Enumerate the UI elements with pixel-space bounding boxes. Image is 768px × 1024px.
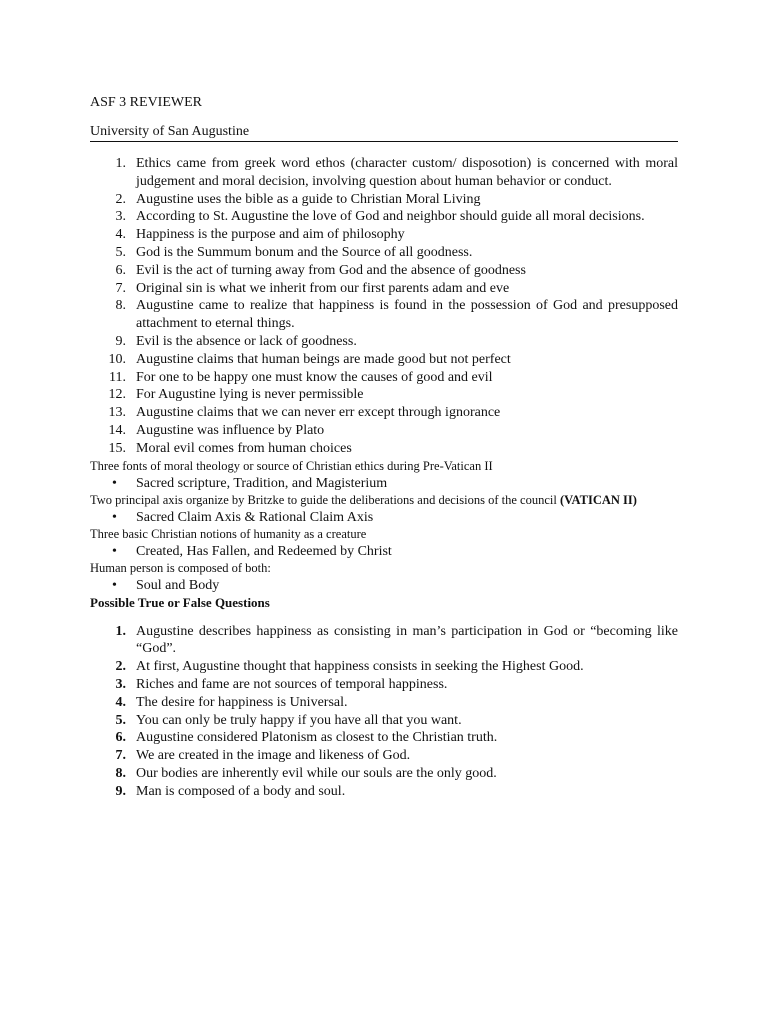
list-item: 3. According to St. Augustine the love of God and neighbor should guide all moral decisions. <box>115 209 645 225</box>
person-bullet-list <box>90 577 678 594</box>
bullet-item: • Soul and Body <box>112 577 220 593</box>
list-item: 5. You can only be truly happy if you have all that you want. <box>115 712 462 728</box>
list-item: 13. Augustine claims that we can never err except through ignorance <box>108 405 501 421</box>
notions-bullet-list <box>90 543 678 560</box>
true-false-list <box>90 623 678 801</box>
list-item: 10. Augustine claims that human beings are made good but not perfect <box>108 351 511 367</box>
bullet-icon: • <box>112 475 117 491</box>
bullet-icon: • <box>112 577 117 593</box>
list-item: 9. Man is composed of a body and soul. <box>115 783 346 799</box>
bullet-icon: • <box>112 509 117 525</box>
axis-note: Two principal axis organize by Britzke to guide the deliberations and decisions of the council (VATICAN II) <box>90 492 637 507</box>
fonts-note: Three fonts of moral theology or source of Christian ethics during Pre-Vatican II <box>90 458 493 473</box>
bullet-item: • Sacred Claim Axis & Rational Claim Axis <box>112 509 374 525</box>
list-item: 8. Our bodies are inherently evil while our souls are the only good. <box>115 765 497 781</box>
list-item: 11. For one to be happy one must know the causes of good and evil <box>109 369 493 385</box>
list-item: 12. For Augustine lying is never permissible <box>108 387 364 403</box>
list-item: 6. Evil is the act of turning away from God and the absence of goodness <box>115 262 526 278</box>
list-item: 14. Augustine was influence by Plato <box>108 422 325 438</box>
list-item: 15. Moral evil comes from human choices <box>108 440 352 456</box>
vatican-label: (VATICAN II) <box>559 492 637 507</box>
list-item: 4. Happiness is the purpose and aim of philosophy <box>115 227 405 243</box>
list-item: 8. Augustine came to realize that happiness is found in the possession of God and presupposed attachment to eternal things. <box>115 298 678 332</box>
list-item: 2. Augustine uses the bible as a guide to Christian Moral Living <box>115 191 481 207</box>
notions-note: Three basic Christian notions of humanity as a creature <box>90 526 367 541</box>
bullet-item: • Sacred scripture, Tradition, and Magisterium <box>112 475 388 491</box>
list-item: 1. Augustine describes happiness as consisting in man’s participation in God or “becoming like “God”. <box>115 623 678 657</box>
bullet-item: • Created, Has Fallen, and Redeemed by Christ <box>112 543 392 559</box>
axis-bullet-list <box>90 509 678 526</box>
document-page <box>90 94 678 801</box>
bullet-icon: • <box>112 543 117 559</box>
list-item: 3. Riches and fame are not sources of temporal happiness. <box>115 676 448 692</box>
list-item: 2. At first, Augustine thought that happiness consists in seeking the Highest Good. <box>115 659 584 675</box>
list-item: 5. God is the Summum bonum and the Source of all goodness. <box>115 244 473 260</box>
list-item: 7. We are created in the image and likeness of God. <box>115 748 411 764</box>
person-note: Human person is composed of both: <box>90 560 271 575</box>
document-title: ASF 3 REVIEWER <box>90 95 202 110</box>
list-item: 9. Evil is the absence or lack of goodness. <box>115 333 357 349</box>
list-item: 1. Ethics came from greek word ethos (character custom/ disposotion) is concerned with moral judgement and moral decision, involving question about human behavior or conduct. <box>115 156 678 189</box>
document-subtitle: University of San Augustine <box>90 123 678 142</box>
true-false-heading: Possible True or False Questions <box>90 594 270 610</box>
fonts-bullet-list <box>90 475 678 492</box>
main-numbered-list <box>90 155 678 458</box>
list-item: 6. Augustine considered Platonism as closest to the Christian truth. <box>115 730 498 746</box>
list-item: 4. The desire for happiness is Universal. <box>115 694 348 710</box>
list-item: 7. Original sin is what we inherit from our first parents adam and eve <box>115 280 510 296</box>
